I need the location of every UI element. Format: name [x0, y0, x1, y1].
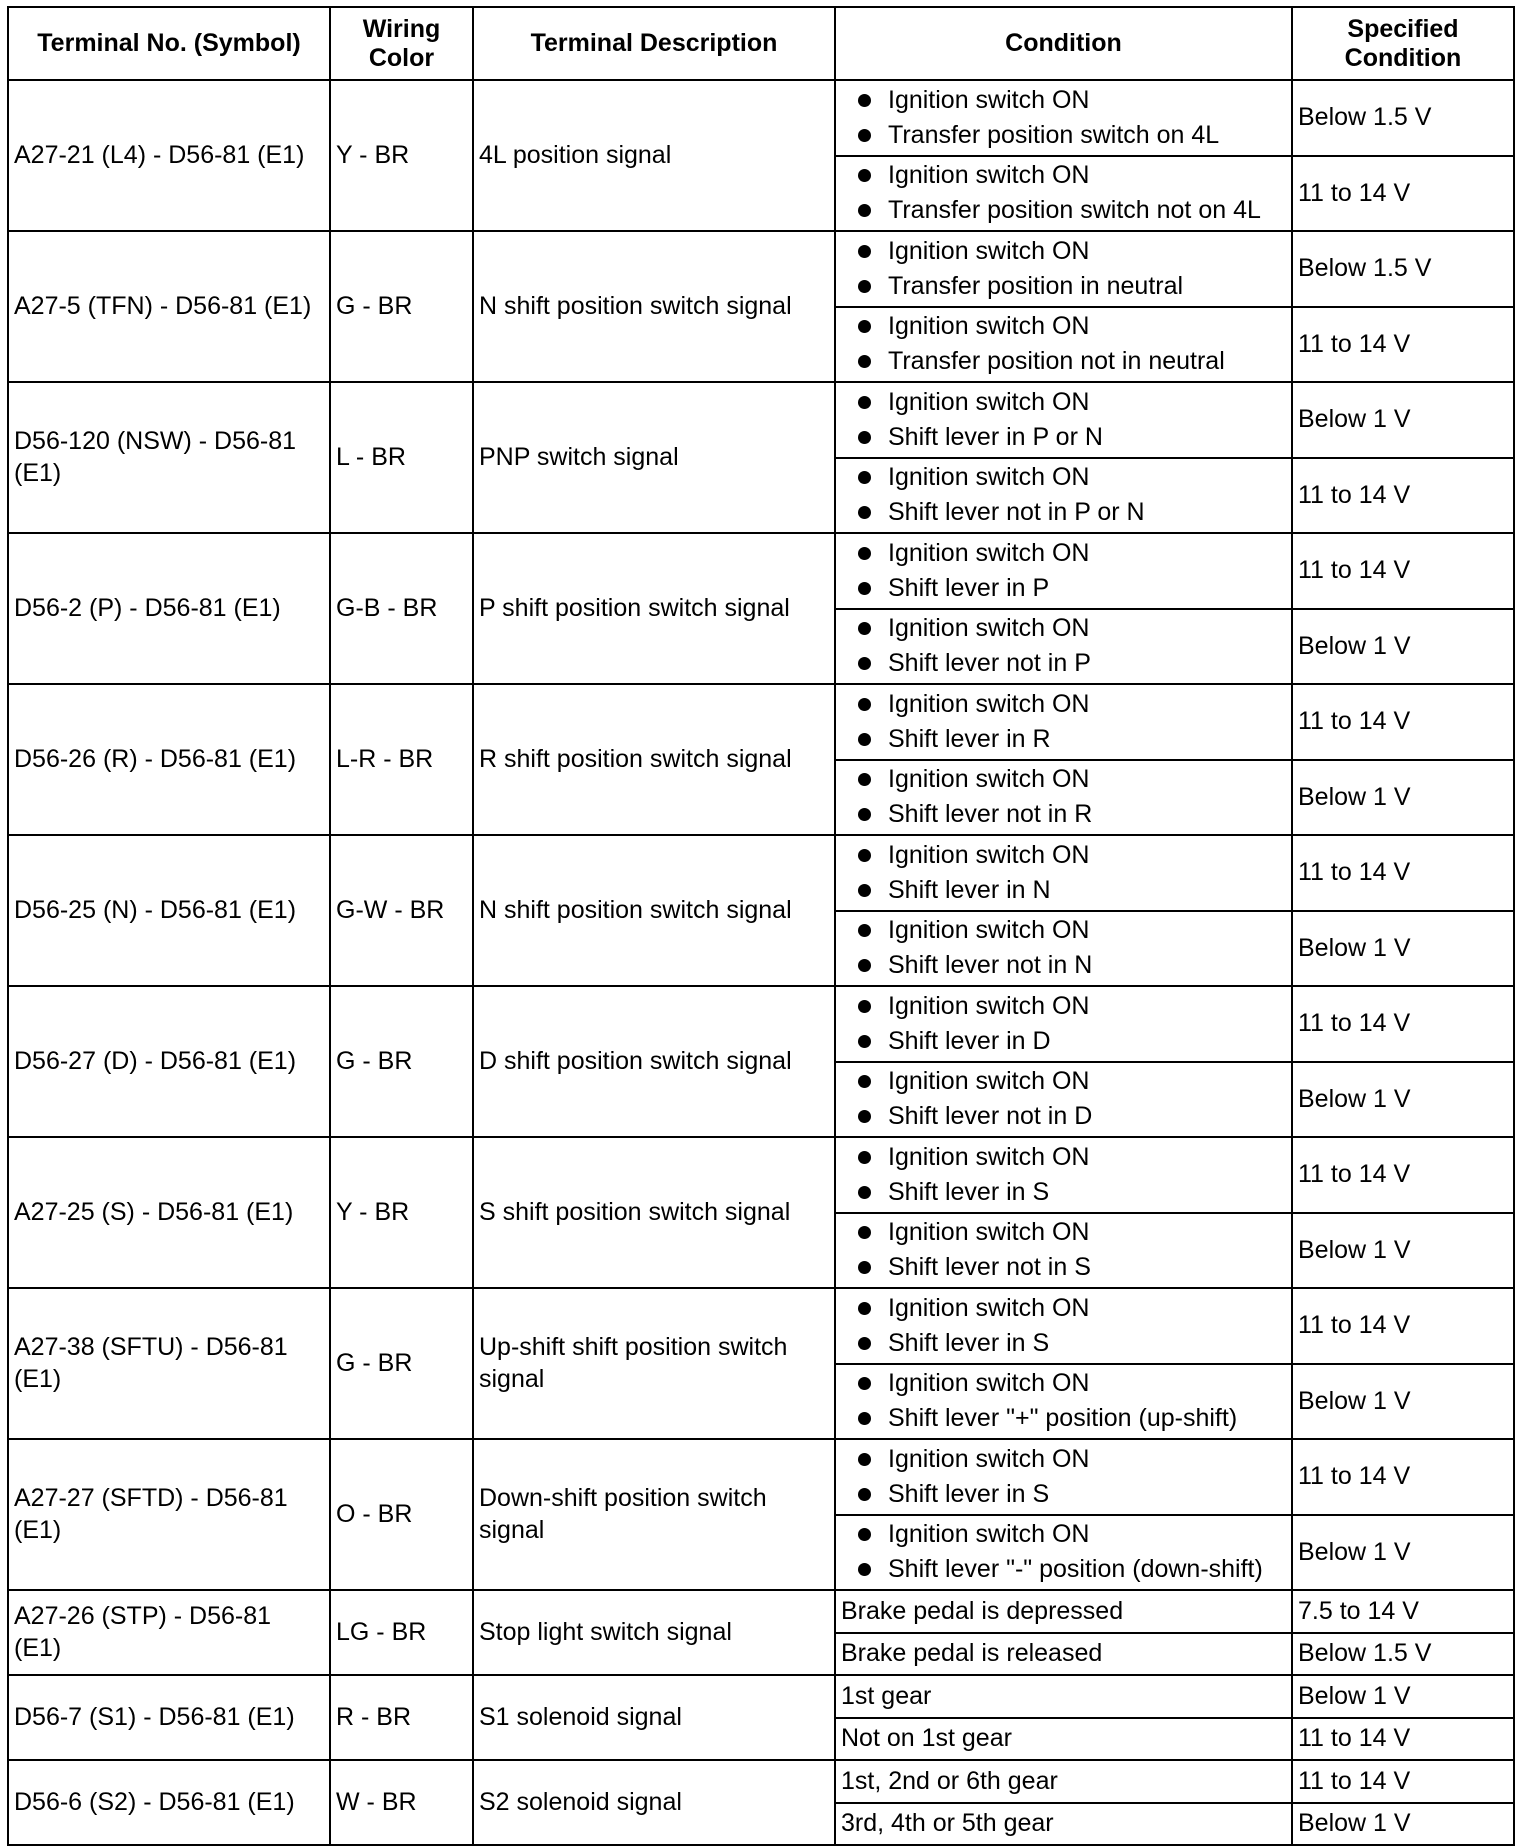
condition-bullet [858, 1066, 1286, 1097]
condition-bullet [858, 573, 1286, 604]
condition-bullet [858, 311, 1286, 342]
terminal-cell: D56-2 (P) - D56-81 (E1) [8, 533, 330, 684]
condition-bullet [858, 1368, 1286, 1399]
bullet-dot-icon [858, 471, 871, 484]
specified-condition-cell: 11 to 14 V [1292, 835, 1514, 911]
header-specified-condition [1292, 7, 1514, 80]
condition-cell [835, 911, 1292, 987]
condition-cell [835, 231, 1292, 307]
condition-cell: 1st, 2nd or 6th gear [835, 1760, 1292, 1803]
specified-condition-cell: 11 to 14 V [1292, 684, 1514, 760]
condition-bullet [858, 1142, 1286, 1173]
condition-bullet [858, 387, 1286, 418]
condition-cell: 3rd, 4th or 5th gear [835, 1803, 1292, 1846]
condition-cell: Not on 1st gear [835, 1718, 1292, 1761]
terminal-cell: D56-120 (NSW) - D56-81 (E1) [8, 382, 330, 533]
bullet-dot-icon [858, 1000, 871, 1013]
bullet-dot-icon [858, 1337, 871, 1350]
condition-bullet [858, 724, 1286, 755]
terminal-cell: A27-38 (SFTU) - D56-81 (E1) [8, 1288, 330, 1439]
bullet-dot-icon [858, 773, 871, 786]
terminal-cell: A27-5 (TFN) - D56-81 (E1) [8, 231, 330, 382]
condition-cell [835, 835, 1292, 911]
bullet-dot-icon [858, 169, 871, 182]
condition-text: Ignition switch ON [888, 840, 1090, 869]
condition-cell: Brake pedal is released [835, 1633, 1292, 1676]
condition-text: Shift lever not in D [888, 1102, 1093, 1131]
condition-text: Ignition switch ON [888, 614, 1090, 642]
wiring-color-cell: G-B - BR [330, 533, 473, 684]
condition-text: Ignition switch ON [888, 991, 1090, 1020]
wiring-color-cell: G-W - BR [330, 835, 473, 986]
condition-text: Shift lever not in P [888, 649, 1091, 678]
bullet-dot-icon [858, 1528, 871, 1541]
condition-text: Ignition switch ON [888, 463, 1090, 491]
condition-cell [835, 1364, 1292, 1440]
condition-bullet [858, 462, 1286, 493]
bullet-dot-icon [858, 355, 871, 368]
specified-condition-cell: Below 1.5 V [1292, 80, 1514, 156]
specified-condition-cell: 11 to 14 V [1292, 156, 1514, 232]
condition-cell [835, 382, 1292, 458]
wiring-color-cell: L-R - BR [330, 684, 473, 835]
bullet-dot-icon [858, 245, 871, 258]
condition-bullet [858, 1217, 1286, 1248]
table-body [8, 80, 1514, 1845]
specified-condition-cell: 11 to 14 V [1292, 1439, 1514, 1515]
condition-text: Shift lever in S [888, 1328, 1050, 1357]
condition-text: Ignition switch ON [888, 1142, 1090, 1171]
bullet-dot-icon [858, 924, 871, 937]
description-cell: P shift position switch signal [473, 533, 835, 684]
condition-cell [835, 1062, 1292, 1138]
specified-condition-cell: Below 1 V [1292, 1515, 1514, 1591]
condition-bullet [858, 875, 1286, 906]
condition-text: Shift lever not in R [888, 800, 1093, 829]
condition-bullet [858, 538, 1286, 569]
table-row [8, 533, 1514, 609]
specified-condition-cell: 11 to 14 V [1292, 1760, 1514, 1803]
condition-cell [835, 609, 1292, 685]
table-row [8, 835, 1514, 911]
bullet-dot-icon [858, 431, 871, 444]
terminal-spec-table [7, 6, 1515, 1846]
description-cell: S shift position switch signal [473, 1137, 835, 1288]
specified-condition-cell: 11 to 14 V [1292, 1137, 1514, 1213]
header-terminal [8, 7, 330, 80]
terminal-cell: D56-26 (R) - D56-81 (E1) [8, 684, 330, 835]
terminal-cell: A27-25 (S) - D56-81 (E1) [8, 1137, 330, 1288]
header-description-label: Terminal Description [530, 29, 778, 58]
terminal-cell: A27-26 (STP) - D56-81 (E1) [8, 1590, 330, 1675]
condition-text: Shift lever in P [888, 573, 1050, 602]
bullet-dot-icon [858, 959, 871, 972]
condition-bullet [858, 689, 1286, 720]
condition-bullet [858, 1328, 1286, 1359]
specified-condition-cell: Below 1.5 V [1292, 231, 1514, 307]
specified-condition-cell: Below 1 V [1292, 609, 1514, 685]
bullet-dot-icon [858, 733, 871, 746]
condition-bullet [858, 346, 1286, 377]
condition-bullet [858, 950, 1286, 981]
table-row [8, 80, 1514, 156]
table-row [8, 382, 1514, 458]
specified-condition-cell: Below 1 V [1292, 1803, 1514, 1846]
specified-condition-cell: Below 1 V [1292, 1675, 1514, 1718]
header-wiring-line2: Color [368, 43, 435, 72]
condition-text: Ignition switch ON [888, 538, 1090, 567]
bullet-dot-icon [858, 1186, 871, 1199]
wiring-color-cell: L - BR [330, 382, 473, 533]
terminal-cell: A27-27 (SFTD) - D56-81 (E1) [8, 1439, 330, 1590]
bullet-dot-icon [858, 320, 871, 333]
wiring-color-cell: G - BR [330, 1288, 473, 1439]
condition-bullet [858, 497, 1286, 528]
header-condition-label: Condition [1005, 29, 1122, 58]
wiring-color-cell: LG - BR [330, 1590, 473, 1675]
wiring-color-cell: W - BR [330, 1760, 473, 1845]
specified-condition-cell: 11 to 14 V [1292, 307, 1514, 383]
table-row [8, 684, 1514, 760]
condition-bullet [858, 799, 1286, 830]
condition-bullet [858, 422, 1286, 453]
condition-text: Shift lever not in P or N [888, 498, 1145, 527]
condition-text: Ignition switch ON [888, 236, 1090, 265]
condition-cell [835, 533, 1292, 609]
condition-cell [835, 986, 1292, 1062]
condition-bullet [858, 764, 1286, 795]
table-row [8, 986, 1514, 1062]
condition-text: Ignition switch ON [888, 1520, 1090, 1548]
description-cell: N shift position switch signal [473, 835, 835, 986]
bullet-dot-icon [858, 657, 871, 670]
condition-bullet [858, 648, 1286, 679]
header-description [473, 7, 835, 80]
bullet-dot-icon [858, 94, 871, 107]
condition-text: Ignition switch ON [888, 312, 1090, 340]
bullet-dot-icon [858, 1563, 871, 1576]
bullet-dot-icon [858, 849, 871, 862]
bullet-dot-icon [858, 1110, 871, 1123]
table-row [8, 1137, 1514, 1213]
specified-condition-cell: 11 to 14 V [1292, 1288, 1514, 1364]
bullet-dot-icon [858, 1488, 871, 1501]
terminal-cell: D56-6 (S2) - D56-81 (E1) [8, 1760, 330, 1845]
specified-condition-cell: Below 1 V [1292, 760, 1514, 836]
condition-bullet [858, 271, 1286, 302]
condition-text: Ignition switch ON [888, 161, 1090, 189]
bullet-dot-icon [858, 1412, 871, 1425]
table-row [8, 1288, 1514, 1364]
bullet-dot-icon [858, 547, 871, 560]
header-wiring-color [330, 7, 473, 80]
bullet-dot-icon [858, 1151, 871, 1164]
description-cell: N shift position switch signal [473, 231, 835, 382]
specified-condition-cell: 11 to 14 V [1292, 458, 1514, 534]
wiring-color-cell: G - BR [330, 986, 473, 1137]
condition-bullet [858, 1444, 1286, 1475]
bullet-dot-icon [858, 129, 871, 142]
condition-bullet [858, 1403, 1286, 1434]
condition-text: Ignition switch ON [888, 85, 1090, 114]
header-specified-line1: Specified [1347, 14, 1459, 43]
condition-cell [835, 1439, 1292, 1515]
description-cell: Down-shift position switch signal [473, 1439, 835, 1590]
description-cell: S1 solenoid signal [473, 1675, 835, 1760]
description-cell: S2 solenoid signal [473, 1760, 835, 1845]
bullet-dot-icon [858, 698, 871, 711]
condition-bullet [858, 85, 1286, 116]
specified-condition-cell: Below 1.5 V [1292, 1633, 1514, 1676]
condition-text: Shift lever in R [888, 724, 1051, 753]
bullet-dot-icon [858, 1075, 871, 1088]
table-row [8, 231, 1514, 307]
condition-cell: 1st gear [835, 1675, 1292, 1718]
bullet-dot-icon [858, 582, 871, 595]
header-row [8, 7, 1514, 80]
bullet-dot-icon [858, 1302, 871, 1315]
specified-condition-cell: 11 to 14 V [1292, 1718, 1514, 1761]
condition-text: Shift lever "-" position (down-shift) [888, 1555, 1263, 1584]
bullet-dot-icon [858, 506, 871, 519]
condition-text: Shift lever not in N [888, 951, 1093, 980]
condition-bullet [858, 1026, 1286, 1057]
bullet-dot-icon [858, 1035, 871, 1048]
condition-bullet [858, 1554, 1286, 1585]
condition-bullet [858, 613, 1286, 644]
header-wiring-line1: Wiring [362, 14, 441, 43]
description-cell: R shift position switch signal [473, 684, 835, 835]
condition-bullet [858, 1252, 1286, 1283]
condition-cell: Brake pedal is depressed [835, 1590, 1292, 1633]
condition-bullet [858, 1101, 1286, 1132]
bullet-dot-icon [858, 1261, 871, 1274]
header-condition [835, 7, 1292, 80]
specified-condition-cell: Below 1 V [1292, 1364, 1514, 1440]
condition-text: Shift lever in S [888, 1177, 1050, 1206]
condition-text: Transfer position in neutral [888, 271, 1184, 300]
description-cell: Up-shift shift position switch signal [473, 1288, 835, 1439]
condition-text: Shift lever in D [888, 1026, 1051, 1055]
condition-text: Ignition switch ON [888, 1218, 1090, 1246]
bullet-dot-icon [858, 1453, 871, 1466]
bullet-dot-icon [858, 884, 871, 897]
condition-cell [835, 1515, 1292, 1591]
condition-text: Ignition switch ON [888, 765, 1090, 793]
specified-condition-cell: 11 to 14 V [1292, 533, 1514, 609]
condition-bullet [858, 1293, 1286, 1324]
wiring-color-cell: Y - BR [330, 1137, 473, 1288]
terminal-cell: D56-25 (N) - D56-81 (E1) [8, 835, 330, 986]
bullet-dot-icon [858, 622, 871, 635]
condition-text: Shift lever "+" position (up-shift) [888, 1404, 1238, 1433]
bullet-dot-icon [858, 204, 871, 217]
condition-cell [835, 1288, 1292, 1364]
condition-bullet [858, 160, 1286, 191]
wiring-color-cell: R - BR [330, 1675, 473, 1760]
condition-text: Ignition switch ON [888, 1369, 1090, 1397]
description-cell: 4L position signal [473, 80, 835, 231]
condition-text: Shift lever not in S [888, 1253, 1091, 1282]
bullet-dot-icon [858, 808, 871, 821]
specified-condition-cell: Below 1 V [1292, 1062, 1514, 1138]
condition-text: Transfer position switch not on 4L [888, 196, 1261, 225]
condition-text: Ignition switch ON [888, 387, 1090, 416]
condition-bullet [858, 195, 1286, 226]
condition-cell [835, 307, 1292, 383]
condition-text: Ignition switch ON [888, 1293, 1090, 1322]
condition-bullet [858, 236, 1286, 267]
condition-text: Ignition switch ON [888, 916, 1090, 944]
condition-cell [835, 156, 1292, 232]
condition-text: Shift lever in S [888, 1479, 1050, 1508]
table-row [8, 1439, 1514, 1515]
condition-text: Ignition switch ON [888, 689, 1090, 718]
specified-condition-cell: Below 1 V [1292, 382, 1514, 458]
condition-cell [835, 1213, 1292, 1289]
terminal-cell: A27-21 (L4) - D56-81 (E1) [8, 80, 330, 231]
condition-cell [835, 760, 1292, 836]
specified-condition-cell: Below 1 V [1292, 1213, 1514, 1289]
condition-text: Shift lever in P or N [888, 422, 1103, 451]
condition-bullet [858, 1519, 1286, 1550]
terminal-cell: D56-7 (S1) - D56-81 (E1) [8, 1675, 330, 1760]
condition-bullet [858, 915, 1286, 946]
wiring-color-cell: Y - BR [330, 80, 473, 231]
header-terminal-label: Terminal No. (Symbol) [37, 29, 301, 58]
specified-condition-cell: Below 1 V [1292, 911, 1514, 987]
terminal-cell: D56-27 (D) - D56-81 (E1) [8, 986, 330, 1137]
condition-text: Transfer position switch on 4L [888, 120, 1220, 149]
condition-cell [835, 684, 1292, 760]
condition-cell [835, 1137, 1292, 1213]
bullet-dot-icon [858, 1377, 871, 1390]
condition-bullet [858, 1479, 1286, 1510]
bullet-dot-icon [858, 280, 871, 293]
table-row [8, 1675, 1514, 1718]
bullet-dot-icon [858, 1226, 871, 1239]
bullet-dot-icon [858, 396, 871, 409]
specified-condition-cell: 7.5 to 14 V [1292, 1590, 1514, 1633]
specified-condition-cell: 11 to 14 V [1292, 986, 1514, 1062]
condition-bullet [858, 840, 1286, 871]
condition-cell [835, 80, 1292, 156]
description-cell: D shift position switch signal [473, 986, 835, 1137]
condition-text: Shift lever in N [888, 875, 1051, 904]
table-row [8, 1590, 1514, 1633]
condition-text: Ignition switch ON [888, 1444, 1090, 1473]
condition-text: Transfer position not in neutral [888, 347, 1225, 376]
condition-bullet [858, 991, 1286, 1022]
condition-text: Ignition switch ON [888, 1067, 1090, 1095]
table-row [8, 1760, 1514, 1803]
condition-bullet [858, 1177, 1286, 1208]
wiring-color-cell: O - BR [330, 1439, 473, 1590]
header-specified-line2: Condition [1344, 43, 1462, 72]
description-cell: Stop light switch signal [473, 1590, 835, 1675]
condition-bullet [858, 120, 1286, 151]
condition-cell [835, 458, 1292, 534]
wiring-color-cell: G - BR [330, 231, 473, 382]
description-cell: PNP switch signal [473, 382, 835, 533]
